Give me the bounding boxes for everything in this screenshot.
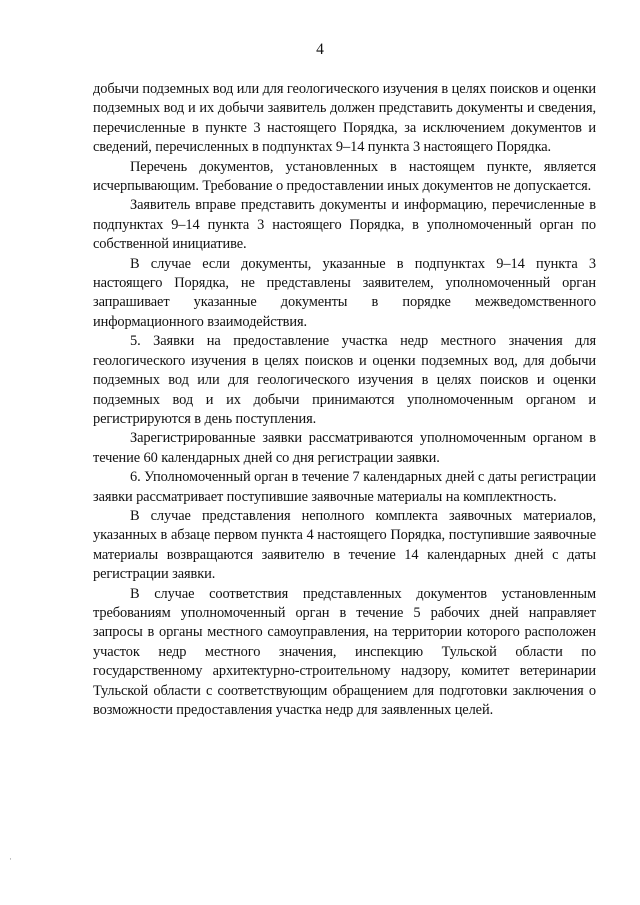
paragraph-clause-6: 6. Уполномоченный орган в течение 7 календарных дней с даты регистрации заявки рассматривает поступившие заявочные материалы на комплектность.	[93, 469, 596, 505]
page-number: 4	[316, 41, 324, 58]
paragraph-compliance-requests: В случае соответствия представленных документов установленным требованиям уполномоченный орган в течение 5 рабочих дней направляет запросы в органы местного самоуправления, на территории которого расположен участок недр местного значения, инспекцию Тульской области по государственному архитектурно-строительному надзору, комитет ветеринарии Тульской области с соответствующим обращением для подготовки заключения о возможности предоставления участка недр для заявленных целей.	[93, 585, 596, 718]
scan-speck: ·	[9, 854, 12, 864]
paragraph-applicant-right: Заявитель вправе представить документы и информацию, перечисленные в подпунктах 9–14 пункта 3 настоящего Порядка, в уполномоченный орган по собственной инициативе.	[93, 197, 596, 253]
paragraph-review-period: Зарегистрированные заявки рассматриваются уполномоченным органом в течение 60 календарных дней со дня регистрации заявки.	[93, 430, 596, 466]
paragraph-clause-5: 5. Заявки на предоставление участка недр местного значения для геологического изучения в целях поисков и оценки подземных вод, для добычи подземных вод или для геологического изучения в целях поисков и оценки подземных вод и их добычи принимаются уполномоченным органом и регистрируются в день поступления.	[93, 333, 596, 427]
document-body	[93, 80, 596, 720]
paragraph-exhaustive-list: Перечень документов, установленных в настоящем пункте, является исчерпывающим. Требование о предоставлении иных документов не допускается.	[93, 158, 596, 195]
paragraph-interagency-request: В случае если документы, указанные в подпунктах 9–14 пункта 3 настоящего Порядка, не представлены заявителем, уполномоченный орган запрашивает указанные документы в порядке межведомственного информационного взаимодействия.	[93, 255, 596, 330]
paragraph-incomplete-materials: В случае представления неполного комплекта заявочных материалов, указанных в абзаце первом пункта 4 настоящего Порядка, поступившие заявочные материалы возвращаются заявителю в течение 14 календарных дней с даты регистрации заявки.	[93, 507, 596, 583]
paragraph-continuation: добычи подземных вод или для геологического изучения в целях поисков и оценки подземных вод и их добычи заявитель должен представить документы и сведения, перечисленные в пункте 3 настоящего Порядка, за исключением документов и сведений, перечисленных в подпунктах 9–14 пункта 3 настоящего Порядка.	[93, 81, 596, 156]
